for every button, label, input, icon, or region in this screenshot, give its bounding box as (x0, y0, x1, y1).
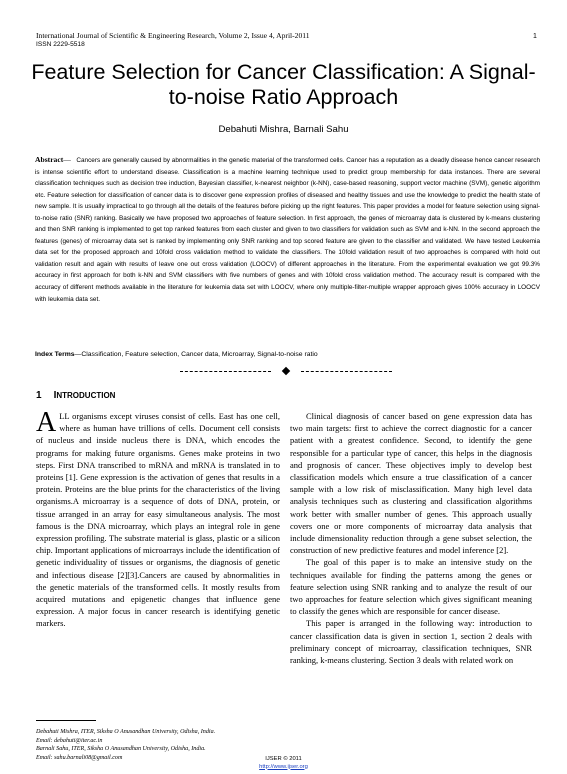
index-terms-label: Index Terms (35, 351, 75, 358)
section-heading-introduction (36, 390, 115, 401)
intro-paragraph-2: Clinical diagnosis of cancer based on gene expression data has two main targets: first to achieve the correct diagnostic for a cancer patient with a greatest confidence. Second, to identify the gene responsible for a particular type of cancer, this helps in the diagnosis and prognosis of cancer. These objectives imply to develop best classification models which ensure a true classification of a cancer sample with a low risk of misclassification. Many high level data analysis techniques such as clustering and classification algorithms work better with smaller number of genes. This approach usually covers one or more components of microarray data analysis that include dimensionality reduction through a gene subset selection, the construction of new predictive features and model inference [2]. (290, 411, 532, 556)
section-title-rest: NTRODUCTION (56, 391, 116, 400)
copyright-notice: IJSER © 2011 (265, 756, 302, 762)
paper-authors: Debahuti Mishra, Barnali Sahu (218, 124, 349, 135)
divider-line-left (180, 371, 271, 372)
journal-url-link[interactable]: http://www.ijser.org (259, 763, 308, 770)
intro-paragraph-1 (36, 407, 280, 630)
left-column (36, 407, 280, 630)
footnote-rule (36, 720, 96, 721)
paper-title: Feature Selection for Cancer Classification: A Signal-to-noise Ratio Approach (31, 60, 536, 109)
divider-line-right (301, 371, 392, 372)
section-number: 1 (36, 390, 42, 401)
index-terms-text: —Classification, Feature selection, Cancer data, Microarray, Signal-to-noise ratio (74, 351, 318, 358)
intro-paragraph-1-text: LL organisms except viruses consist of cells. East has one cell, where as human have trillions of cells. Document cell consists of nucleus and inside nucleus there is DNA, which encodes the programs for making future organisms. Genes make proteins in two steps. First DNA transcribed to mRNA and mRNA is translated in to proteins [1]. Gene expression is the activation of genes that results in a protein. Proteins are the blue prints for the characteristics of the living organisms.A microarray is a sequence of dots of DNA, protein, or tissue arranged in an array for easy simultaneous analysis. The most famous is the DNA microarray, which plays an integral role in gene expression profiling. The substrate material is glass, plastic or a silicon chip. Important applications of microarrays include the identification of genetic individuality of tissues or organisms, the diagnosis of genetic and infectious disease [2][3].Cancers are caused by abnormalities in the genetic materials of the transformed cells. It mostly results from acquired mutations and epigenetic changes that influence gene expression. A major focus in cancer research is identifying genetic markers. (36, 411, 280, 629)
abstract-dash: — (63, 155, 71, 164)
abstract-label-text: Abstract (35, 155, 64, 164)
intro-paragraph-3: The goal of this paper is to make an intensive study on the techniques available for finding the patterns among the genes or feature selection using SNR ranking and to analyze the result of our two approaches for feature selection which gives significant meaning to classify the genes which are responsible for cancer disease. (290, 557, 532, 617)
footnote-line: Barnali Sahu, ITER, Siksha O Anusandhan University, Odisha, India. (36, 746, 206, 753)
footnote-line: Email: sahu.barnali08@gmail.com (36, 754, 123, 761)
footnote-line: Debahuti Mishra, ITER, Siksha O Anusandhan University, Odisha, India. (36, 729, 216, 735)
intro-paragraph-4: This paper is arranged in the following way: introduction to cancer classification data is given in section 1, section 2 deals with preliminary concept of microarray, classification techniques, SNR ranking, k-means clustering. Section 3 deals with related work on (290, 618, 532, 666)
abstract-block (35, 154, 540, 305)
footnote-line: Email: debahuti@iter.ac.in (36, 737, 103, 744)
page-footer (0, 756, 567, 771)
section-title-initial: I (53, 390, 57, 401)
section-divider (180, 366, 392, 376)
abstract-label (35, 155, 71, 164)
diamond-icon (282, 367, 290, 375)
abstract-text: Cancers are generally caused by abnormalities in the genetic material of the transformed cells. Cancer has a reputation as a deadly disease hence cancer research is intense scientific effort to understand disease. Classification is a machine learning technique used to predict group membership for data instances. There are several classification techniques such as decision tree induction, Bayesian classifier, k-nearest neighbor (k-NN), case-based reasoning, support vector machine (SVM), genetic algorithm etc. Feature selection for classification of cancer data is to discover gene expression profiles of diseased and healthy tissues and use the knowledge to predict the health state of new sample. It is usually impractical to go through all the details of the features before picking up the right features. This paper provides a model for feature selection using signal-to-noise ratio (SNR) ranking. Basically we have proposed two approaches of feature selection. In first approach, the genes of microarray data is clustered by k-means clustering and then SNR ranking is implemented to get top ranked features from each cluster and given to two classifiers for validation such as SVM and k-NN. In the second approach the features (genes) of microarray data set is ranked by implementing only SNR ranking and top scored feature are given to the classifier and validated. We have tested Leukemia data set for the proposed approach and 10fold cross validation method to validate the classifiers. The 10fold validation result of two approaches is compared with hold out validation result and again with results of leave one out cross validation (LOOCV) of different approaches in the literature. From the experimental evaluation we got 99.3% accuracy in first approach for both k-NN and SVM classifiers with five numbers of genes and with 10fold cross validation method. The accuracy result is compared with the accuracy of different methods available in the literature for leukemia data set with LOOCV, where only multiple-filter-multiple wrapper approach gives 100% accuracy in LOOCV with leukemia data set. (35, 157, 541, 303)
drop-cap: A (36, 407, 57, 438)
right-column (290, 410, 532, 666)
page-number: 1 (533, 33, 537, 40)
index-terms (35, 351, 318, 358)
journal-header: International Journal of Scientific & Engineering Research, Volume 2, Issue 4, April-2011 (36, 31, 310, 40)
issn-label: ISSN 2229-5518 (36, 41, 85, 48)
